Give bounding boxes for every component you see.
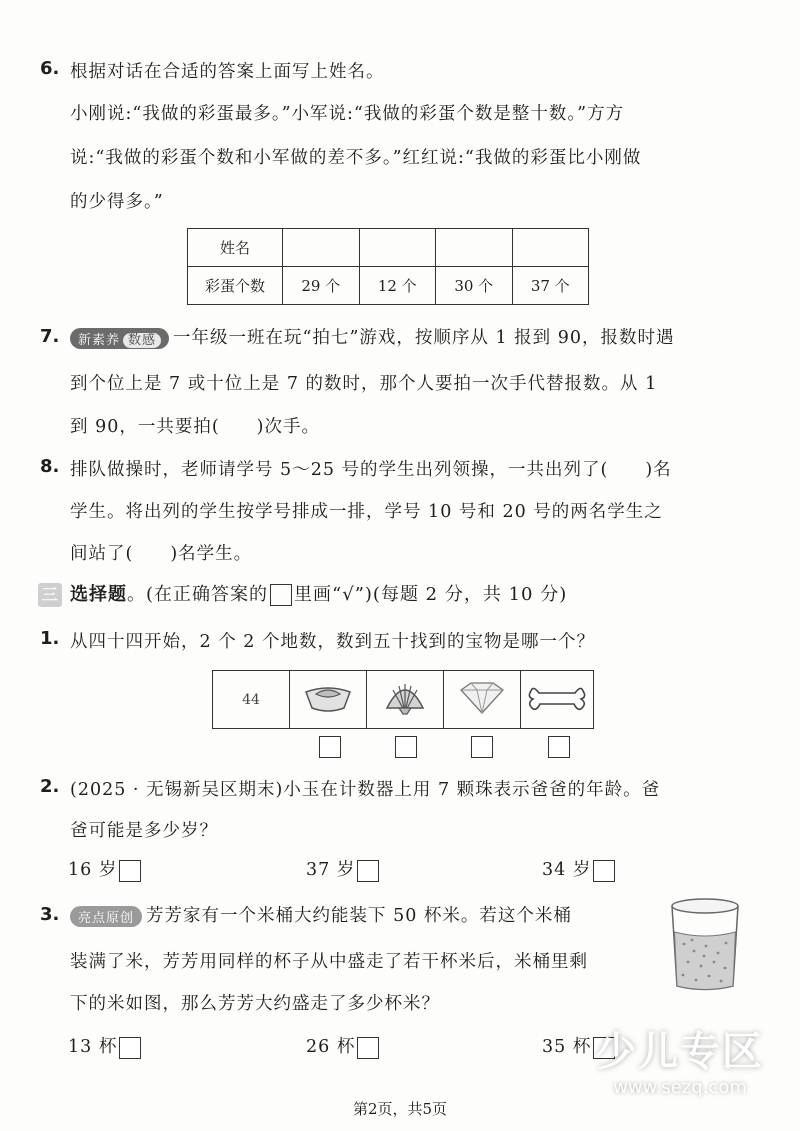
bone-icon: [527, 683, 587, 713]
question-text: 说:“我做的彩蛋个数和小军做的差不多。”红红说:“我做的彩蛋比小刚做: [70, 148, 642, 168]
value-cell: 12 个: [359, 267, 436, 305]
question-number: 3.: [40, 904, 60, 925]
question-text: 亮点原创 芳芳家有一个米桶大约能装下 50 杯米。若这个米桶: [70, 902, 572, 927]
question-text: 小刚说:“我做的彩蛋最多。”小军说:“我做的彩蛋个数是整十数。”方方: [70, 104, 625, 124]
question-number: 6.: [40, 58, 60, 79]
option: 34 岁: [542, 856, 615, 882]
original-highlight-tag: 亮点原创: [70, 906, 142, 927]
treasure-cell: [521, 671, 594, 729]
answer-checkbox[interactable]: [319, 736, 341, 758]
question-text: 爸可能是多少岁？: [70, 821, 218, 841]
answer-checkbox[interactable]: [119, 860, 141, 882]
section-heading: 三 选择题。(在正确答案的 里画“√”)(每题 2 分，共 10 分): [38, 580, 567, 607]
table-header: 彩蛋个数: [188, 267, 283, 305]
table-header: 姓名: [188, 229, 283, 267]
question-text: 学生。将出列的学生按学号排成一排，学号 10 号和 20 号的两名学生之: [70, 502, 663, 522]
name-cell[interactable]: [512, 229, 589, 267]
option: 35 杯: [542, 1033, 615, 1059]
option: 16 岁: [68, 856, 141, 882]
question-text: 到 90，一共要拍( )次手。: [70, 417, 320, 437]
value-cell: 30 个: [436, 267, 513, 305]
answer-checkbox[interactable]: [548, 736, 570, 758]
treasure-sequence: [212, 670, 594, 729]
question-number: 2.: [40, 776, 60, 797]
page-footer: 第2页，共5页: [352, 1100, 448, 1118]
question-number: 1.: [40, 628, 60, 649]
new-literacy-tag: 新素养 数感: [70, 328, 169, 349]
option: 26 杯: [306, 1033, 379, 1059]
value-cell: 37 个: [512, 267, 589, 305]
answer-checkbox[interactable]: [119, 1037, 141, 1059]
question-text: 下的米如图，那么芳芳大约盛走了多少杯米？: [70, 994, 440, 1014]
question-text: 到个位上是 7 或十位上是 7 的数时，那个人要拍一次手代替报数。从 1: [70, 374, 658, 394]
diamond-icon: [457, 680, 507, 716]
treasure-cell: [367, 671, 444, 729]
treasure-cell: [444, 671, 521, 729]
value-cell: 29 个: [283, 267, 360, 305]
answer-checkbox[interactable]: [357, 860, 379, 882]
question-text: 新素养 数感 一年级一班在玩“拍七”游戏，按顺序从 1 报到 90，报数时遇: [70, 324, 675, 349]
answer-checkbox[interactable]: [471, 736, 493, 758]
treasure-cell: [290, 671, 367, 729]
question-text: 装满了米，芳芳用同样的杯子从中盛走了若干杯米后，米桶里剩: [70, 952, 588, 972]
question-text: 间站了( )名学生。: [70, 544, 253, 564]
checkbox-symbol: [270, 584, 292, 606]
question-text: 排队做操时，老师请学号 5～25 号的学生出列领操，一共出列了( )名: [70, 460, 672, 480]
gold-ingot-icon: [302, 680, 354, 716]
section-three-icon: 三: [38, 583, 62, 607]
name-cell[interactable]: [283, 229, 360, 267]
answer-checkbox[interactable]: [357, 1037, 379, 1059]
option: 13 杯: [68, 1033, 141, 1059]
name-cell[interactable]: [436, 229, 513, 267]
rice-bucket-icon: [668, 896, 742, 994]
question-text: (2025 · 无锡新吴区期末)小玉在计数器上用 7 颗珠表示爸爸的年龄。爸: [70, 780, 661, 800]
question-text: 根据对话在合适的答案上面写上姓名。: [70, 62, 385, 82]
name-cell[interactable]: [359, 229, 436, 267]
option: 37 岁: [306, 856, 379, 882]
site-watermark: 少儿专区 www.sezq.com: [596, 1029, 764, 1098]
question-number: 8.: [40, 456, 60, 477]
start-number: 44: [213, 671, 290, 729]
egg-count-table: [187, 228, 589, 305]
answer-checkbox[interactable]: [593, 860, 615, 882]
answer-checkbox[interactable]: [395, 736, 417, 758]
question-text: 的少得多。”: [70, 192, 164, 212]
shell-icon: [383, 678, 427, 718]
question-text: 从四十四开始，2 个 2 个地数，数到五十找到的宝物是哪一个？: [70, 632, 595, 652]
question-number: 7.: [40, 326, 60, 347]
